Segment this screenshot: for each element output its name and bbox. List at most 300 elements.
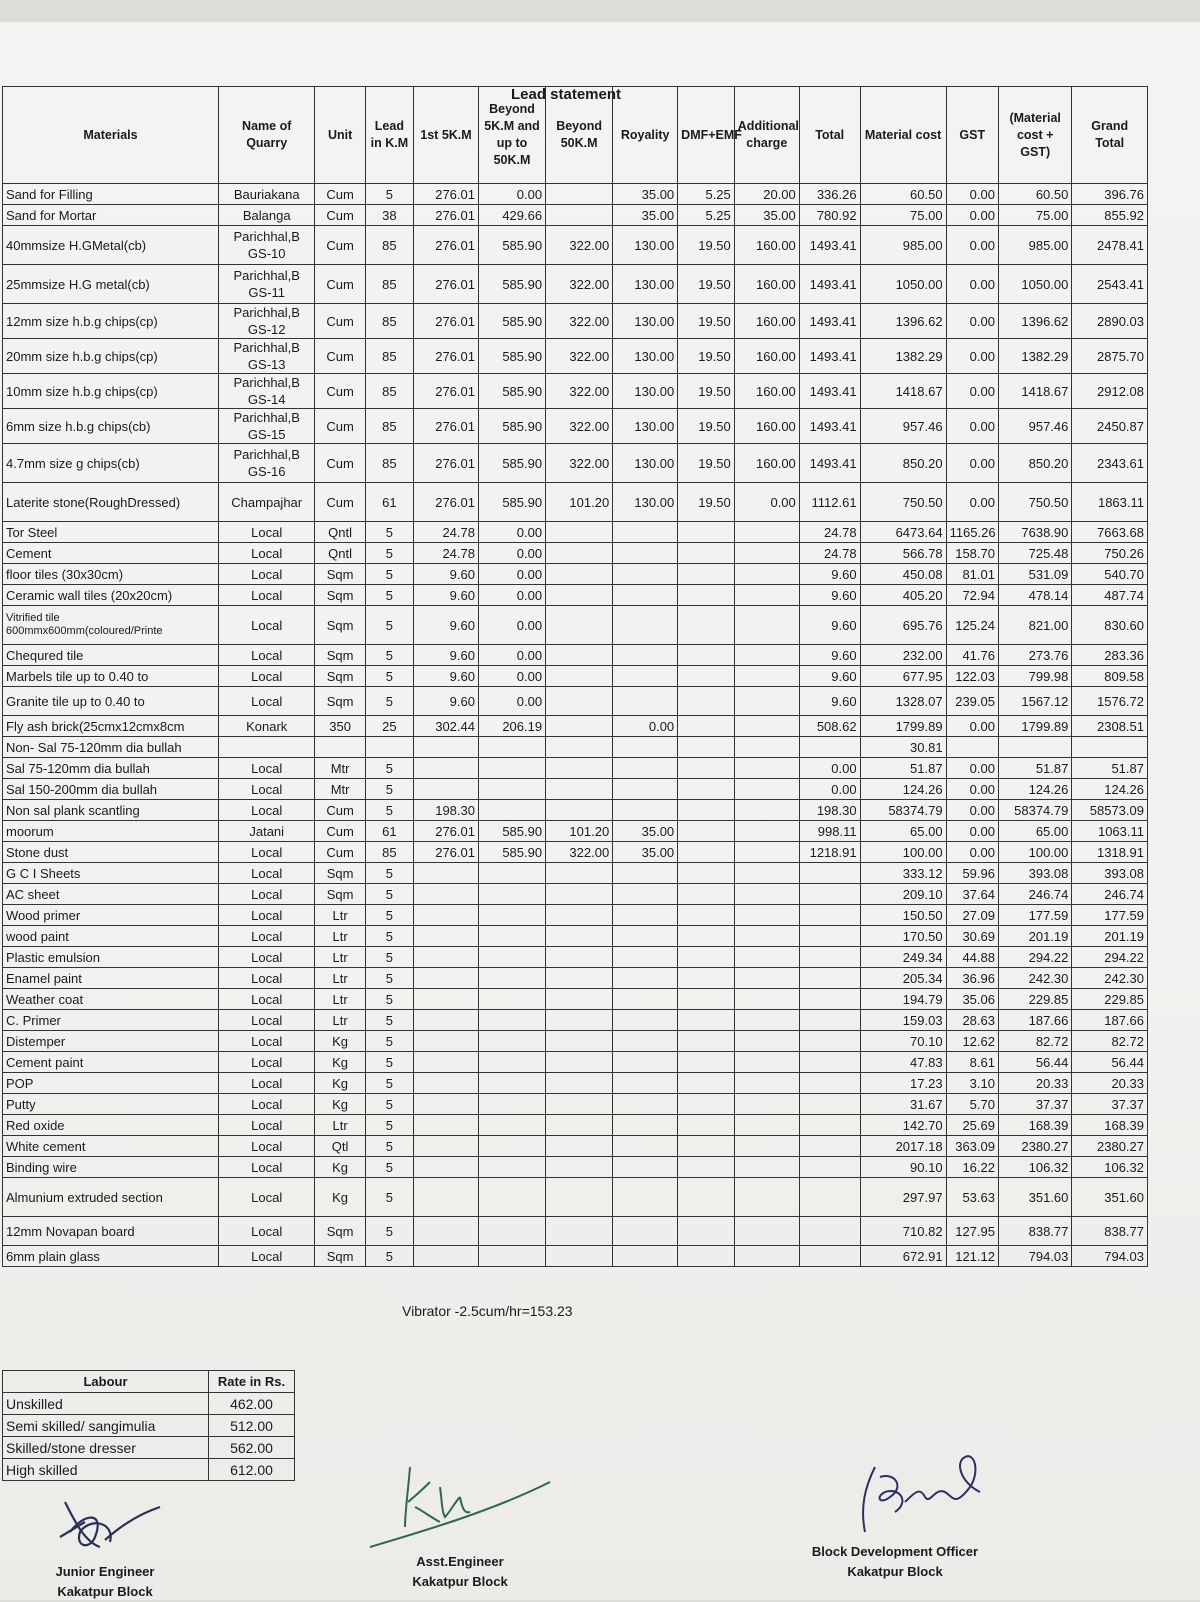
table-cell: 1050.00 [860, 265, 946, 304]
table-cell: 160.00 [734, 304, 799, 339]
table-cell: 672.91 [860, 1246, 946, 1267]
material-name-cell: Marbels tile up to 0.40 to [3, 666, 219, 687]
labour-row [3, 1459, 295, 1481]
table-cell: Sqm [315, 863, 365, 884]
table-cell: 85 [365, 444, 413, 483]
signature-place: Kakatpur Block [412, 1574, 508, 1589]
table-cell [413, 1073, 478, 1094]
quarry-cell: Local [218, 989, 314, 1010]
table-cell [613, 687, 678, 716]
table-cell: 1863.11 [1072, 483, 1148, 522]
table-cell: 160.00 [734, 339, 799, 374]
material-name-cell: Non sal plank scantling [3, 800, 219, 821]
table-cell [546, 716, 613, 737]
table-cell: 37.37 [998, 1094, 1071, 1115]
table-cell: 276.01 [413, 184, 478, 205]
table-cell: Sqm [315, 645, 365, 666]
table-row [3, 1073, 1148, 1094]
table-row [3, 374, 1148, 409]
table-cell: 75.00 [860, 205, 946, 226]
table-cell: 5 [365, 1136, 413, 1157]
table-cell [678, 1136, 735, 1157]
table-cell: 429.66 [478, 205, 545, 226]
material-name-cell: Plastic emulsion [3, 947, 219, 968]
table-cell: Mtr [315, 758, 365, 779]
table-row [3, 779, 1148, 800]
table-cell: 393.08 [998, 863, 1071, 884]
table-cell: 35.00 [734, 205, 799, 226]
table-header-row [3, 87, 1148, 184]
table-cell: 5 [365, 606, 413, 645]
table-cell: 201.19 [1072, 926, 1148, 947]
table-cell: 3.10 [946, 1073, 998, 1094]
table-cell: 450.08 [860, 564, 946, 585]
table-cell: 19.50 [678, 444, 735, 483]
table-cell [734, 585, 799, 606]
table-cell [546, 737, 613, 758]
labour-row [3, 1437, 295, 1459]
table-cell [546, 758, 613, 779]
table-cell [799, 1115, 860, 1136]
table-cell: 276.01 [413, 374, 478, 409]
table-cell: 0.00 [734, 483, 799, 522]
table-cell: 508.62 [799, 716, 860, 737]
table-cell: 239.05 [946, 687, 998, 716]
table-row [3, 737, 1148, 758]
table-cell [678, 926, 735, 947]
table-cell: 58573.09 [1072, 800, 1148, 821]
material-name-cell: 20mm size h.b.g chips(cp) [3, 339, 219, 374]
table-cell: 540.70 [1072, 564, 1148, 585]
table-cell: 20.33 [1072, 1073, 1148, 1094]
table-cell [613, 1246, 678, 1267]
table-cell: Kg [315, 1031, 365, 1052]
table-cell: Sqm [315, 666, 365, 687]
table-cell: 585.90 [478, 374, 545, 409]
table-cell: 201.19 [998, 926, 1071, 947]
table-cell: 5 [365, 687, 413, 716]
material-name-cell: Laterite stone(RoughDressed) [3, 483, 219, 522]
table-cell: 750.50 [860, 483, 946, 522]
labour-row [3, 1415, 295, 1437]
table-cell: 302.44 [413, 716, 478, 737]
table-cell: 194.79 [860, 989, 946, 1010]
material-name-cell: White cement [3, 1136, 219, 1157]
table-row [3, 968, 1148, 989]
table-row [3, 483, 1148, 522]
table-cell: 8.61 [946, 1052, 998, 1073]
labour-rate-cell: 562.00 [209, 1437, 295, 1459]
table-cell [546, 884, 613, 905]
table-cell: 276.01 [413, 304, 478, 339]
table-cell [734, 800, 799, 821]
column-header: Beyond 50K.M [546, 87, 613, 184]
table-cell [613, 947, 678, 968]
table-cell: 124.26 [1072, 779, 1148, 800]
table-cell: 850.20 [860, 444, 946, 483]
material-name-cell: G C I Sheets [3, 863, 219, 884]
table-cell: Cum [315, 265, 365, 304]
table-cell [546, 1094, 613, 1115]
table-cell [799, 905, 860, 926]
table-cell: 2450.87 [1072, 409, 1148, 444]
table-cell: 5 [365, 564, 413, 585]
table-cell [546, 905, 613, 926]
table-cell [413, 1136, 478, 1157]
quarry-cell: Parichhal,B GS-13 [218, 339, 314, 374]
table-cell: 677.95 [860, 666, 946, 687]
material-name-cell: Enamel paint [3, 968, 219, 989]
quarry-cell: Local [218, 905, 314, 926]
table-cell: 1418.67 [860, 374, 946, 409]
table-cell [613, 1217, 678, 1246]
table-cell: 5 [365, 1115, 413, 1136]
table-cell: 5 [365, 666, 413, 687]
table-row [3, 821, 1148, 842]
table-cell: 65.00 [998, 821, 1071, 842]
table-cell: 206.19 [478, 716, 545, 737]
table-cell [734, 606, 799, 645]
table-cell: 294.22 [1072, 947, 1148, 968]
table-cell: 1418.67 [998, 374, 1071, 409]
table-cell: 5 [365, 1246, 413, 1267]
table-cell: 5 [365, 522, 413, 543]
material-name-cell: Cement [3, 543, 219, 564]
table-cell: 0.00 [946, 184, 998, 205]
material-name-cell: Cement paint [3, 1052, 219, 1073]
signature-title: Block Development Officer [811, 1544, 979, 1559]
table-cell: Sqm [315, 1217, 365, 1246]
table-cell [613, 645, 678, 666]
table-row [3, 606, 1148, 645]
table-cell [799, 1010, 860, 1031]
labour-rate-header: Rate in Rs. [209, 1371, 295, 1393]
table-cell [734, 1052, 799, 1073]
table-cell [734, 989, 799, 1010]
table-cell [413, 1094, 478, 1115]
table-cell: 585.90 [478, 444, 545, 483]
table-cell [478, 1073, 545, 1094]
table-cell: 60.50 [998, 184, 1071, 205]
table-cell: 283.36 [1072, 645, 1148, 666]
table-cell [478, 989, 545, 1010]
table-cell: 16.22 [946, 1157, 998, 1178]
material-name-cell: 6mm size h.b.g chips(cb) [3, 409, 219, 444]
table-cell [734, 1217, 799, 1246]
column-header: Total [799, 87, 860, 184]
material-name-cell: Sal 75-120mm dia bullah [3, 758, 219, 779]
table-cell: 9.60 [413, 564, 478, 585]
table-cell: 81.01 [946, 564, 998, 585]
table-row [3, 409, 1148, 444]
table-cell: 750.26 [1072, 543, 1148, 564]
table-cell [478, 926, 545, 947]
table-cell: 24.78 [413, 543, 478, 564]
table-cell: 242.30 [1072, 968, 1148, 989]
table-cell: 1799.89 [860, 716, 946, 737]
table-cell: 5 [365, 926, 413, 947]
table-cell [734, 1031, 799, 1052]
quarry-cell: Local [218, 645, 314, 666]
table-cell: 0.00 [613, 716, 678, 737]
table-cell: 0.00 [946, 374, 998, 409]
table-cell [799, 1246, 860, 1267]
column-header: Beyond 5K.M and up to 50K.M [478, 87, 545, 184]
table-cell [678, 1217, 735, 1246]
quarry-cell: Local [218, 564, 314, 585]
quarry-cell: Local [218, 1136, 314, 1157]
table-cell: 70.10 [860, 1031, 946, 1052]
table-cell [613, 1115, 678, 1136]
table-cell [799, 1031, 860, 1052]
table-cell: 322.00 [546, 374, 613, 409]
table-cell: 478.14 [998, 585, 1071, 606]
material-name-cell: Red oxide [3, 1115, 219, 1136]
material-name-cell: Stone dust [3, 842, 219, 863]
table-cell [546, 522, 613, 543]
table-cell [546, 1073, 613, 1094]
table-cell: 101.20 [546, 821, 613, 842]
table-row [3, 304, 1148, 339]
signature-mark [45, 1492, 165, 1562]
quarry-cell: Local [218, 779, 314, 800]
quarry-cell: Local [218, 1115, 314, 1136]
material-name-cell: Ceramic wall tiles (20x20cm) [3, 585, 219, 606]
table-cell: 168.39 [998, 1115, 1071, 1136]
table-cell: 168.39 [1072, 1115, 1148, 1136]
table-cell: 0.00 [946, 409, 998, 444]
column-header: Lead in K.M [365, 87, 413, 184]
table-cell: 0.00 [946, 800, 998, 821]
table-cell: 322.00 [546, 265, 613, 304]
table-cell: 1112.61 [799, 483, 860, 522]
table-cell: 35.00 [613, 205, 678, 226]
quarry-cell: Local [218, 687, 314, 716]
table-cell: 121.12 [946, 1246, 998, 1267]
table-cell: 1318.91 [1072, 842, 1148, 863]
signature-place: Kakatpur Block [847, 1564, 943, 1579]
table-cell [799, 884, 860, 905]
table-cell: 142.70 [860, 1115, 946, 1136]
table-cell: 51.87 [860, 758, 946, 779]
table-cell: 9.60 [413, 666, 478, 687]
table-cell [678, 1246, 735, 1267]
table-cell: 5.70 [946, 1094, 998, 1115]
table-cell [546, 1010, 613, 1031]
table-cell: 36.96 [946, 968, 998, 989]
table-cell: 322.00 [546, 304, 613, 339]
labour-rate-cell: 612.00 [209, 1459, 295, 1481]
table-cell: 276.01 [413, 483, 478, 522]
table-cell: 855.92 [1072, 205, 1148, 226]
material-name-cell: C. Primer [3, 1010, 219, 1031]
quarry-cell: Champajhar [218, 483, 314, 522]
table-cell: Cum [315, 339, 365, 374]
table-cell: 31.67 [860, 1094, 946, 1115]
table-cell [734, 1073, 799, 1094]
table-cell: 106.32 [1072, 1157, 1148, 1178]
material-name-cell: Chequred tile [3, 645, 219, 666]
table-cell: 5 [365, 543, 413, 564]
quarry-cell: Local [218, 522, 314, 543]
table-row [3, 947, 1148, 968]
table-cell: 12.62 [946, 1031, 998, 1052]
table-cell [613, 1010, 678, 1031]
table-cell [734, 884, 799, 905]
table-row [3, 842, 1148, 863]
table-cell: 19.50 [678, 304, 735, 339]
table-cell: 1493.41 [799, 339, 860, 374]
table-cell [478, 1136, 545, 1157]
table-cell [678, 968, 735, 989]
column-header: 1st 5K.M [413, 87, 478, 184]
table-cell [413, 1052, 478, 1073]
table-cell: Sqm [315, 1246, 365, 1267]
table-cell: 61 [365, 483, 413, 522]
table-cell: 19.50 [678, 265, 735, 304]
table-cell [546, 1115, 613, 1136]
table-cell: 130.00 [613, 483, 678, 522]
table-cell: 20.00 [734, 184, 799, 205]
table-cell [546, 645, 613, 666]
table-cell: 58374.79 [860, 800, 946, 821]
signature-mark [795, 1447, 995, 1542]
table-cell: 198.30 [413, 800, 478, 821]
table-cell [678, 737, 735, 758]
table-cell: Qtl [315, 1136, 365, 1157]
table-cell: 585.90 [478, 339, 545, 374]
table-cell [365, 737, 413, 758]
table-cell [678, 821, 735, 842]
table-cell: 1050.00 [998, 265, 1071, 304]
quarry-cell: Balanga [218, 205, 314, 226]
table-cell: 276.01 [413, 205, 478, 226]
table-cell: 122.03 [946, 666, 998, 687]
table-cell: 322.00 [546, 444, 613, 483]
table-cell [734, 1178, 799, 1217]
table-cell [613, 666, 678, 687]
table-cell: 130.00 [613, 374, 678, 409]
table-cell [734, 716, 799, 737]
table-cell: 5 [365, 1178, 413, 1217]
table-cell [678, 884, 735, 905]
table-cell: 9.60 [799, 687, 860, 716]
table-cell [678, 585, 735, 606]
table-cell [413, 1115, 478, 1136]
table-cell: 130.00 [613, 265, 678, 304]
quarry-cell: Local [218, 1031, 314, 1052]
table-cell: 37.64 [946, 884, 998, 905]
table-cell: 0.00 [478, 687, 545, 716]
table-cell [613, 758, 678, 779]
table-cell [613, 1031, 678, 1052]
table-cell: 35.00 [613, 821, 678, 842]
column-header: GST [946, 87, 998, 184]
table-row [3, 1157, 1148, 1178]
material-name-cell: Tor Steel [3, 522, 219, 543]
table-cell [546, 779, 613, 800]
table-cell [546, 989, 613, 1010]
table-cell: 38 [365, 205, 413, 226]
table-cell [734, 947, 799, 968]
quarry-cell: Parichhal,B GS-10 [218, 226, 314, 265]
table-cell: Kg [315, 1052, 365, 1073]
table-cell [613, 737, 678, 758]
table-cell [546, 968, 613, 989]
table-cell [678, 1115, 735, 1136]
table-cell: 0.00 [946, 304, 998, 339]
table-cell: 585.90 [478, 304, 545, 339]
table-row [3, 884, 1148, 905]
table-cell: 750.50 [998, 483, 1071, 522]
junior-engineer-signature-block [40, 1492, 170, 1602]
table-cell [678, 666, 735, 687]
table-cell: 30.81 [860, 737, 946, 758]
table-cell: 799.98 [998, 666, 1071, 687]
table-cell: 351.60 [1072, 1178, 1148, 1217]
material-name-cell: Sand for Filling [3, 184, 219, 205]
quarry-cell: Local [218, 543, 314, 564]
table-cell [678, 1094, 735, 1115]
table-cell [998, 737, 1071, 758]
table-cell: 159.03 [860, 1010, 946, 1031]
table-cell [678, 645, 735, 666]
table-cell: 695.76 [860, 606, 946, 645]
table-cell: Cum [315, 800, 365, 821]
table-cell: 809.58 [1072, 666, 1148, 687]
table-cell [613, 926, 678, 947]
table-cell: 850.20 [998, 444, 1071, 483]
table-cell: 177.59 [998, 905, 1071, 926]
table-cell [413, 863, 478, 884]
table-cell: 150.50 [860, 905, 946, 926]
table-cell: 19.50 [678, 339, 735, 374]
table-cell: 322.00 [546, 339, 613, 374]
table-row [3, 1115, 1148, 1136]
table-cell [613, 1136, 678, 1157]
document-sheet [0, 22, 1200, 1600]
quarry-cell: Local [218, 1157, 314, 1178]
table-cell: 957.46 [998, 409, 1071, 444]
material-name-cell: Distemper [3, 1031, 219, 1052]
table-cell: Ltr [315, 947, 365, 968]
table-cell: 160.00 [734, 409, 799, 444]
table-cell: Kg [315, 1157, 365, 1178]
table-row [3, 1094, 1148, 1115]
material-name-cell: 6mm plain glass [3, 1246, 219, 1267]
table-cell [546, 666, 613, 687]
table-cell: 5 [365, 1073, 413, 1094]
vibrator-note: Vibrator -2.5cum/hr=153.23 [402, 1303, 573, 1319]
table-cell: 0.00 [946, 205, 998, 226]
table-cell [734, 842, 799, 863]
table-cell: 9.60 [799, 585, 860, 606]
table-cell: 5.25 [678, 184, 735, 205]
table-cell: 9.60 [799, 666, 860, 687]
table-cell: 396.76 [1072, 184, 1148, 205]
table-cell [799, 1094, 860, 1115]
table-cell: 0.00 [946, 779, 998, 800]
table-cell: 0.00 [799, 779, 860, 800]
table-cell: 1396.62 [998, 304, 1071, 339]
table-cell [478, 863, 545, 884]
table-cell [413, 968, 478, 989]
table-cell [613, 522, 678, 543]
table-cell: 130.00 [613, 339, 678, 374]
lead-statement-table [2, 86, 1148, 1267]
table-cell: 9.60 [799, 645, 860, 666]
table-cell [413, 884, 478, 905]
